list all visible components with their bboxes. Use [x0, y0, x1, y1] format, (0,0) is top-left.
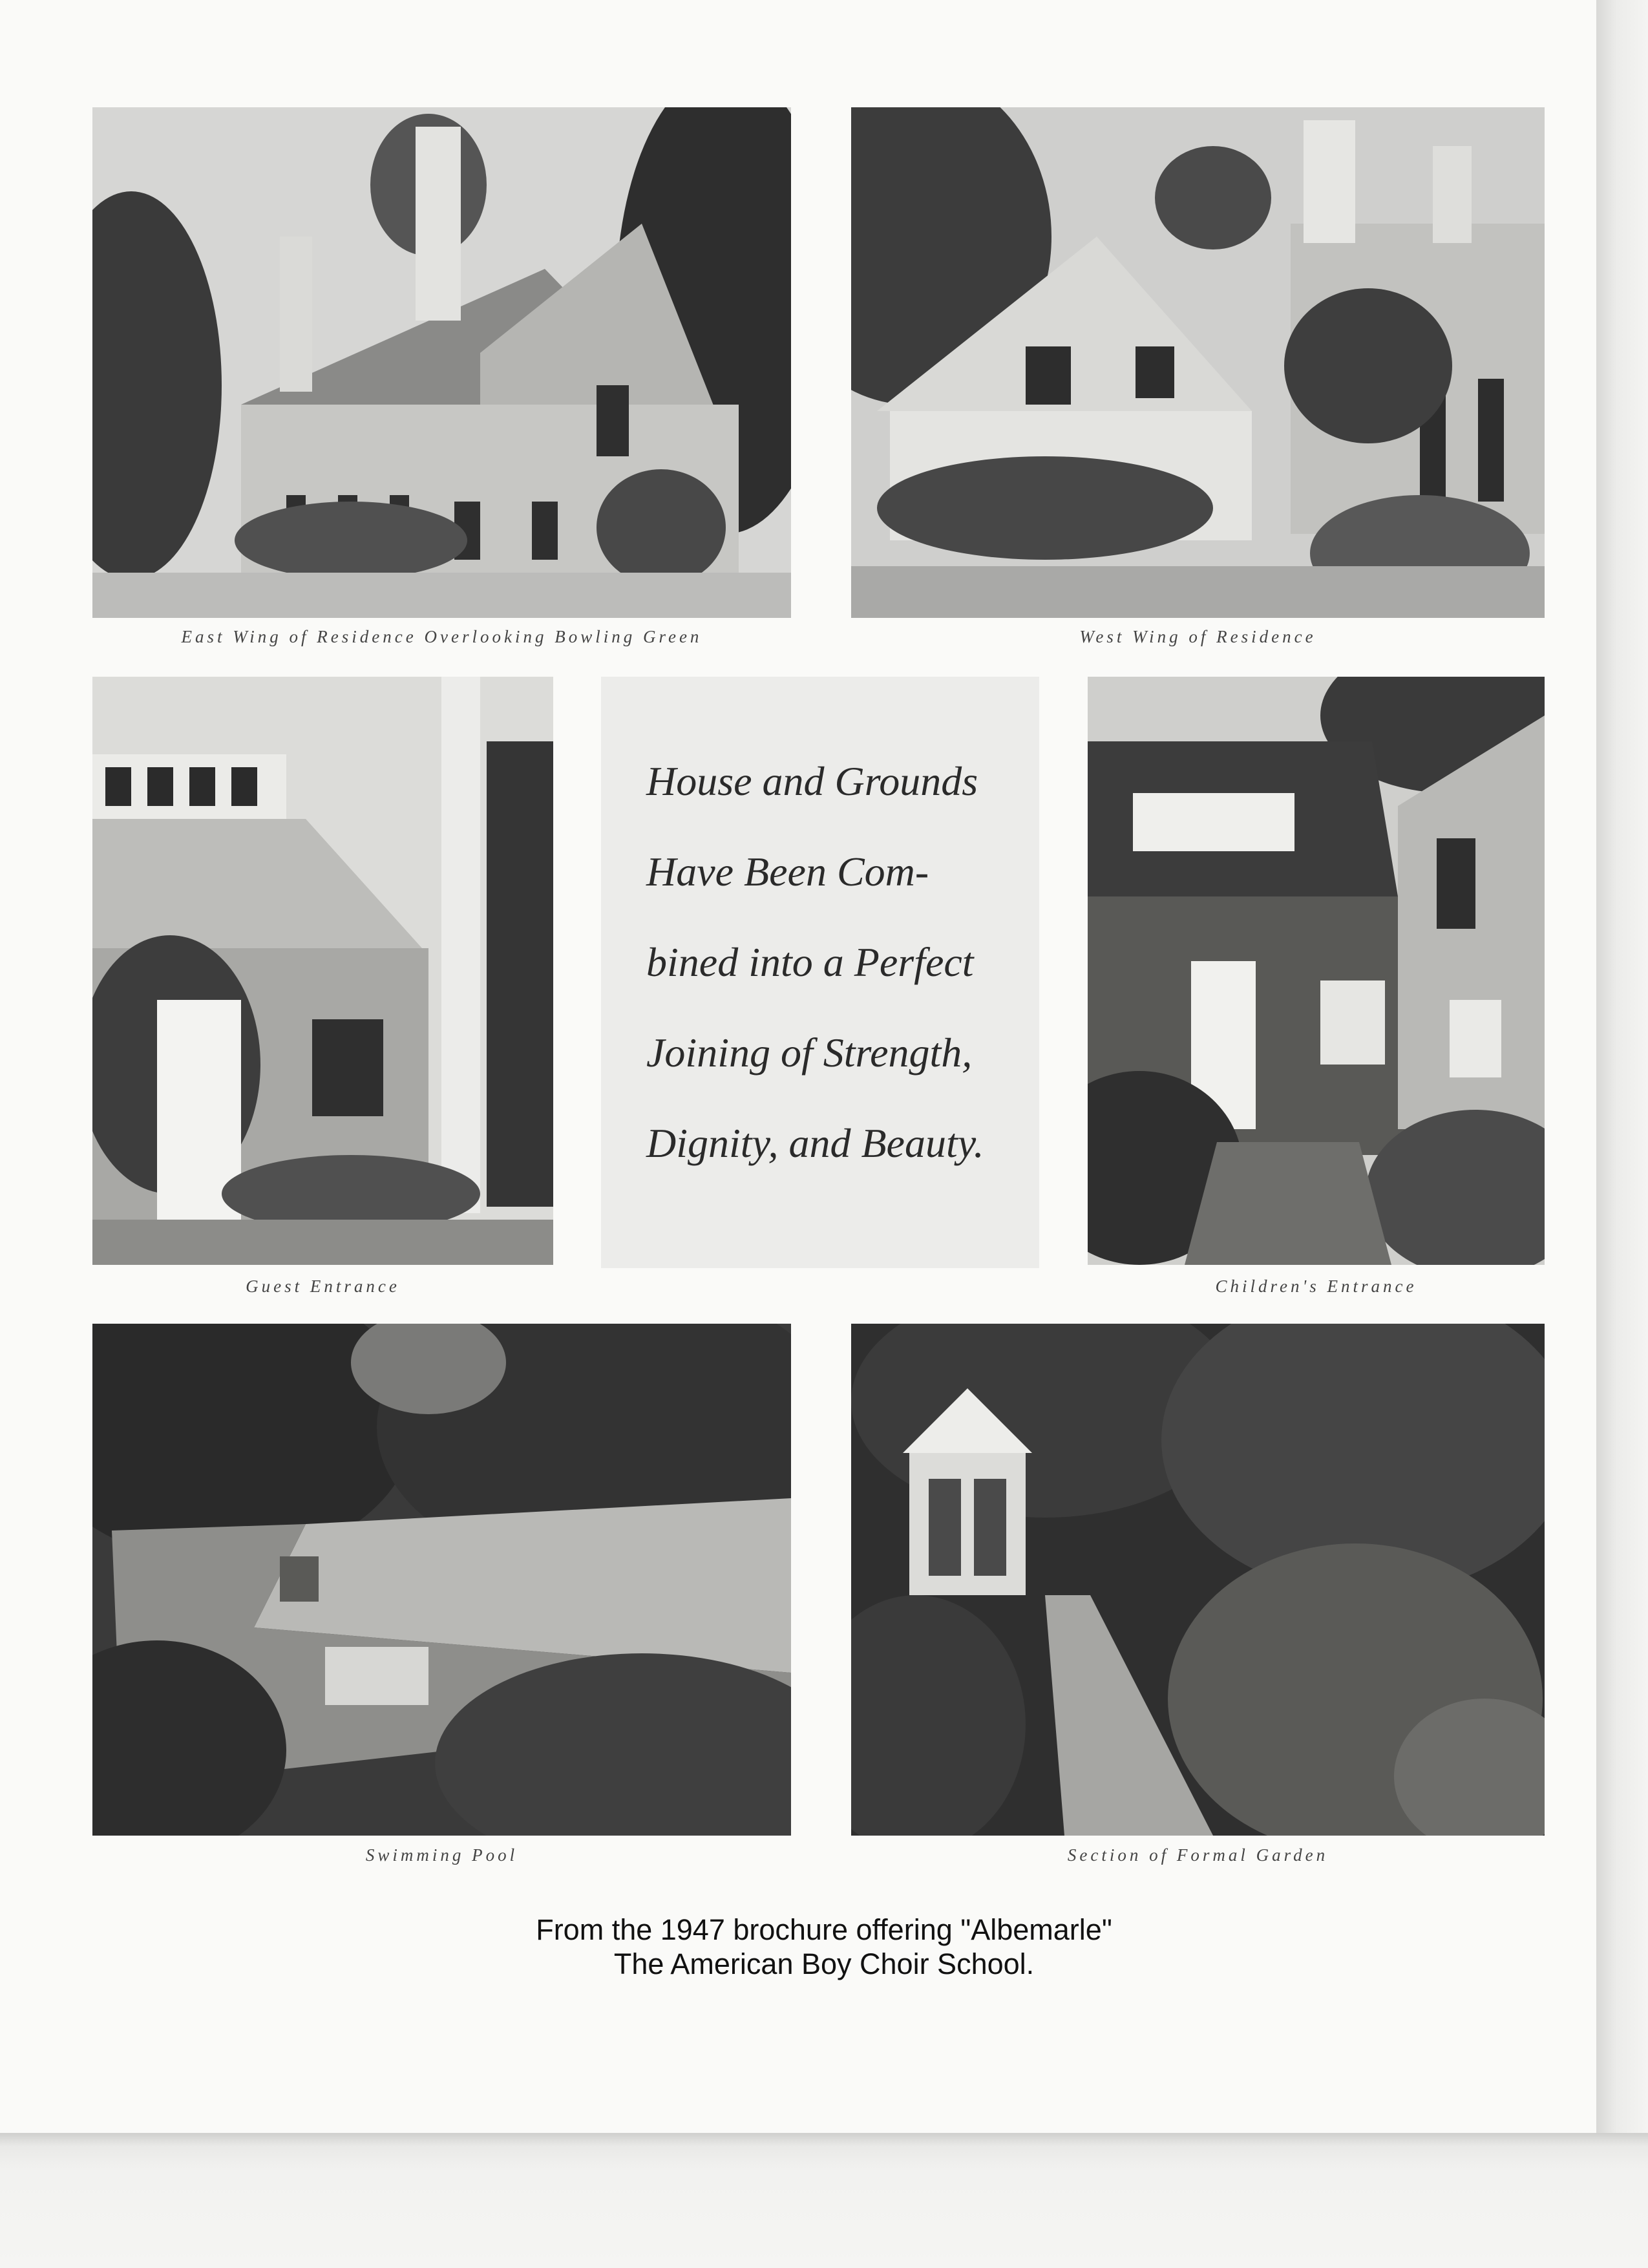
caption-guest-entrance: Guest Entrance: [246, 1277, 400, 1296]
quote-line-5: Dignity, and Beauty.: [646, 1120, 984, 1166]
photo-formal-garden: [851, 1324, 1545, 1836]
photo-swimming-pool: [92, 1324, 791, 1836]
caption-childrens-entrance: Children's Entrance: [1215, 1277, 1417, 1296]
photo-childrens-entrance: [1088, 677, 1545, 1265]
photo-guest-entrance: [92, 677, 553, 1265]
footer-line-2: The American Boy Choir School.: [613, 1947, 1035, 1980]
quote-line-4: Joining of Strength,: [646, 1030, 973, 1076]
caption-formal-garden: Section of Formal Garden: [1067, 1845, 1329, 1865]
caption-swimming-pool: Swimming Pool: [365, 1845, 518, 1865]
quote-line-2: Have Been Com-: [646, 849, 929, 895]
photo-west-wing: [851, 107, 1545, 618]
caption-west-wing: West Wing of Residence: [1079, 627, 1316, 646]
caption-east-wing: East Wing of Residence Overlooking Bowling Green: [181, 627, 703, 646]
quote-line-3: bined into a Perfect: [646, 939, 974, 985]
photo-east-wing: [92, 107, 791, 618]
quote-line-1: House and Grounds: [646, 758, 978, 804]
page-edge-bottom: [0, 2133, 1648, 2268]
quote-panel: [601, 677, 1039, 1268]
footer-line-1: From the 1947 brochure offering "Albemarle": [536, 1913, 1112, 1946]
